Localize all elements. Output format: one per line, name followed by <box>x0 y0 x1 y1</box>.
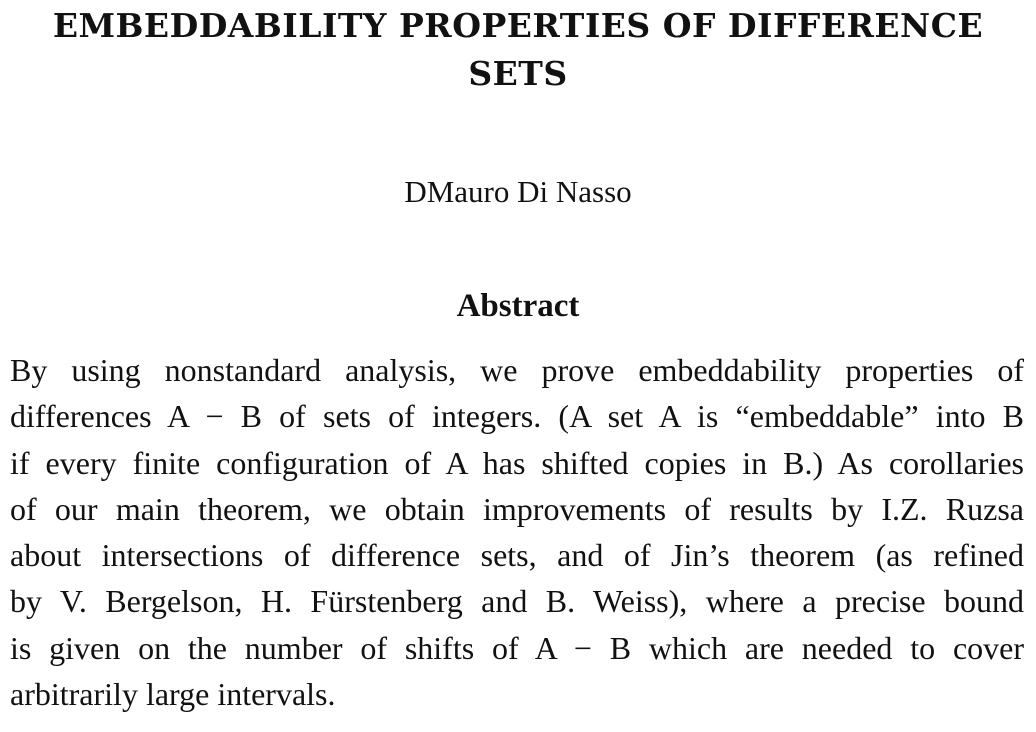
abstract-line: by V. Bergelson, H. Fürstenberg and B. Weiss), where a precise bound <box>10 583 1024 620</box>
abstract-line: about intersections of difference sets, and of Jin’s theorem (as refined <box>10 537 1024 574</box>
abstract-line: is given on the number of shifts of A − B which are needed to cover <box>10 629 1024 666</box>
abstract-line: differences A − B of sets of integers. (A set A is “embeddable” into B <box>10 398 1024 435</box>
abstract-line: By using nonstandard analysis, we prove embeddability properties of <box>10 352 1024 388</box>
abstract-line: arbitrarily large intervals. <box>10 676 336 713</box>
abstract-heading: Abstract <box>456 288 580 324</box>
abstract-line: of our main theorem, we obtain improvements of results by I.Z. Ruzsa <box>10 490 1024 527</box>
author-name: DMauro Di Nasso <box>404 174 632 209</box>
abstract-body <box>10 347 1024 717</box>
paper-title: EMBEDDABILITY PROPERTIES OF DIFFERENCE SETS <box>52 6 984 93</box>
abstract-line: if every finite configuration of A has shifted copies in B.) As corollaries <box>10 444 1024 481</box>
